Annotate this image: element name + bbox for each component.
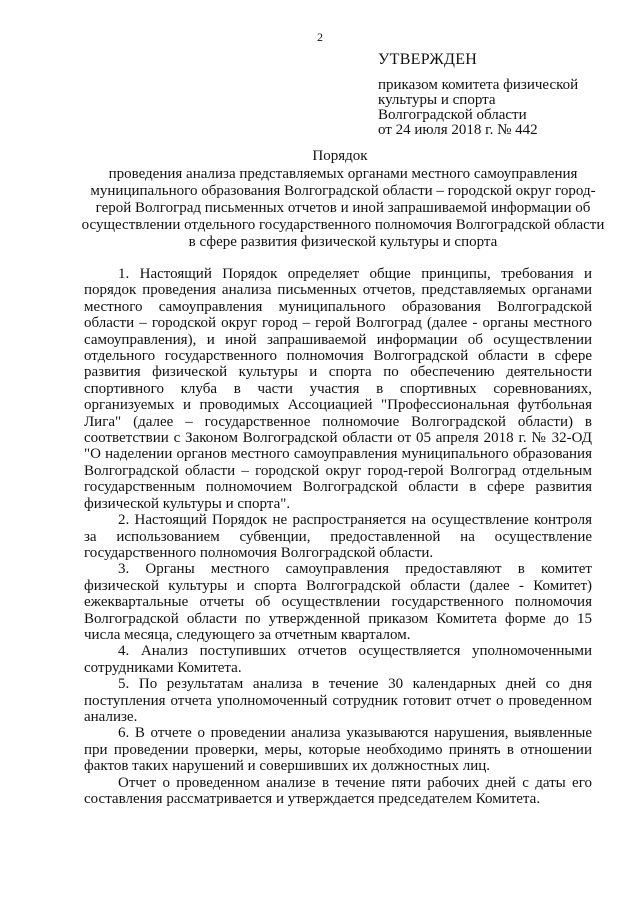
- paragraph-4: 4. Анализ поступивших отчетов осуществляется уполномоченными сотрудниками Комитета.: [84, 643, 592, 676]
- document-body: [84, 266, 592, 807]
- paragraph-1: 1. Настоящий Порядок определяет общие принципы, требования и порядок проведения анализа письменных отчетов, представляемых органами местного самоуправления муниципального образования Волгоградской области – городской округ город – герой Волгоград (далее - органы местного самоуправления), и иной запрашиваемой информации об осуществлении отдельного государственного полномочия Волгоградской области в сфере развития физической культуры и спорта по обеспечению деятельности спортивного клуба в части участия в спортивных соревнованиях, организуемых и проводимых Ассоциацией "Профессиональная футбольная Лига" (далее – государственное полномочие Волгоградской области) в соответствии с Законом Волгоградской области от 05 апреля 2018 г. № 32-ОД "О наделении органов местного самоуправления муниципального образования Волгоградской области – городской округ город-герой Волгоград отдельным государственным полномочием Волгоградской области в сфере развития физической культуры и спорта".: [84, 266, 592, 512]
- approval-stamp: [378, 52, 628, 138]
- document-title: Порядок: [312, 148, 368, 164]
- paragraph-5: 5. По результатам анализа в течение 30 календарных дней со дня поступления отчета уполномоченный сотрудник готовит отчет о проведенном анализе.: [84, 676, 592, 725]
- paragraph-2: 2. Настоящий Порядок не распространяется на осуществление контроля за использованием субвенции, предоставленной на осуществление государственного полномочия Волгоградской области.: [84, 512, 592, 561]
- paragraph-closing: Отчет о проведенном анализе в течение пяти рабочих дней с даты его составления рассматривается и утверждается председателем Комитета.: [84, 774, 592, 807]
- approval-line: культуры и спорта: [378, 92, 496, 108]
- approval-heading: УТВЕРЖДЕН: [378, 51, 478, 68]
- approval-line: Волгоградской области: [378, 107, 527, 123]
- paragraph-3: 3. Органы местного самоуправления предоставляют в комитет физической культуры и спорта Волгоградской области (далее - Комитет) ежеквартальные отчеты об осуществлении государственного полномочия Волгоградской области по утвержденной приказом Комитета форме до 15 числа месяца, следующего за отчетным кварталом.: [84, 561, 592, 643]
- paragraph-6: 6. В отчете о проведении анализа указываются нарушения, выявленные при проведении проверки, меры, которые необходимо принять в отношении фактов таких нарушений и совершивших их должностных лиц.: [84, 725, 592, 775]
- approval-line: приказом комитета физической: [378, 77, 579, 93]
- document-subtitle: проведения анализа представляемых органами местного самоуправления муниципального образования Волгоградской области – городской округ город-герой Волгоград письменных отчетов и иной запрашиваемой информации об осуществлении отдельного государственного полномочия Волгоградской области в сфере развития физической культуры и спорта: [81, 166, 605, 250]
- page-number: 2: [317, 30, 323, 44]
- approval-date-line: от 24 июля 2018 г. № 442: [378, 122, 538, 138]
